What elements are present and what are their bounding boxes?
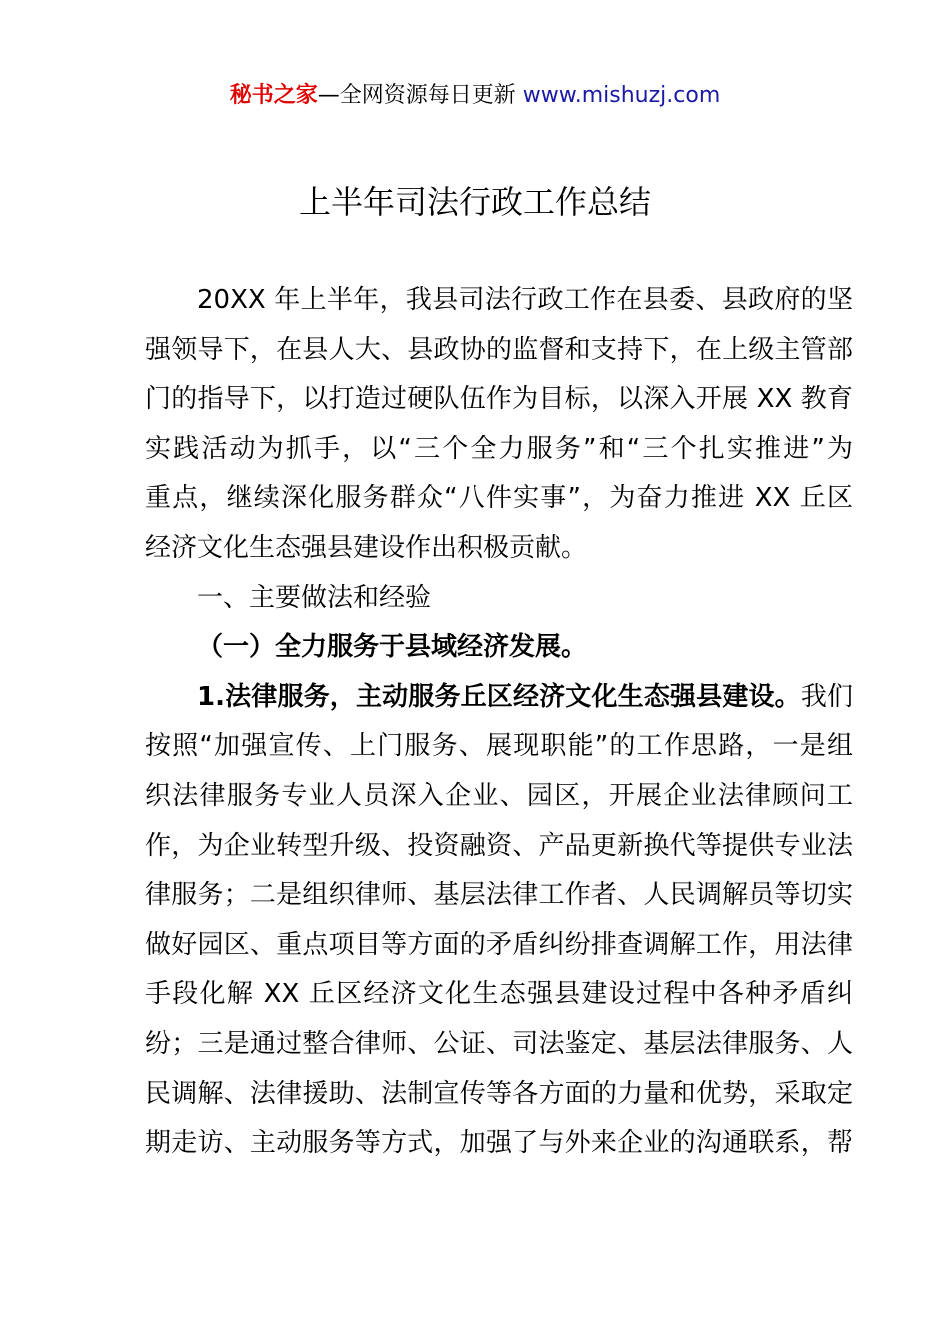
paragraph-line: 期走访、主动服务等方式，加强了与外来企业的沟通联系，帮: [145, 1128, 853, 1159]
paragraph-line: 做好园区、重点项目等方面的矛盾纠纷排查调解工作，用法律: [145, 929, 853, 960]
site-header: [0, 80, 950, 112]
paragraph-line: 重点，继续深化服务群众“八件实事”，为奋力推进 XX 丘区: [145, 483, 853, 514]
paragraph-line: 织法律服务专业人员深入企业、园区，开展企业法律顾问工: [145, 780, 853, 811]
site-url-link[interactable]: www.mishuzj.com: [522, 83, 721, 108]
document-title: 上半年司法行政工作总结: [298, 183, 651, 221]
paragraph-line: 作，为企业转型升级、投资融资、产品更新换代等提供专业法: [145, 830, 853, 861]
paragraph-line: 门的指导下，以打造过硬队伍作为目标，以深入开展 XX 教育: [145, 384, 853, 415]
item-lead: 1.法律服务，主动服务丘区经济文化生态强县建设。: [197, 681, 801, 712]
paragraph-line: 民调解、法律援助、法制宣传等各方面的力量和优势，采取定: [145, 1078, 853, 1109]
document-body: [145, 276, 853, 1169]
section-heading: 一、主要做法和经验: [197, 582, 432, 613]
paragraph-line: 按照“加强宣传、上门服务、展现职能”的工作思路，一是组: [145, 731, 853, 762]
paragraph-line: 纷；三是通过整合律师、公证、司法鉴定、基层法律服务、人: [145, 1028, 853, 1059]
item-lead-rest: 我们: [800, 681, 853, 712]
paragraph-line: 手段化解 XX 丘区经济文化生态强县建设过程中各种矛盾纠: [145, 979, 853, 1010]
paragraph-line: [145, 673, 853, 723]
site-tagline: —全网资源每日更新: [317, 83, 523, 108]
paragraph-line: 实践活动为抓手，以“三个全力服务”和“三个扎实推进”为: [145, 433, 853, 464]
item-paragraph: [145, 673, 853, 1169]
paragraph-line: 强领导下，在县人大、县政协的监督和支持下，在上级主管部: [145, 334, 853, 365]
paragraph-line: 经济文化生态强县建设作出积极贡献。: [145, 532, 588, 563]
intro-paragraph: [145, 276, 853, 574]
paragraph-line: 律服务；二是组织律师、基层法律工作者、人民调解员等切实: [145, 880, 853, 911]
subsection-heading: （一）全力服务于县域经济发展。: [197, 632, 588, 663]
site-brand: 秘书之家: [229, 83, 318, 108]
paragraph-line: 20XX 年上半年，我县司法行政工作在县委、县政府的坚: [197, 285, 853, 315]
